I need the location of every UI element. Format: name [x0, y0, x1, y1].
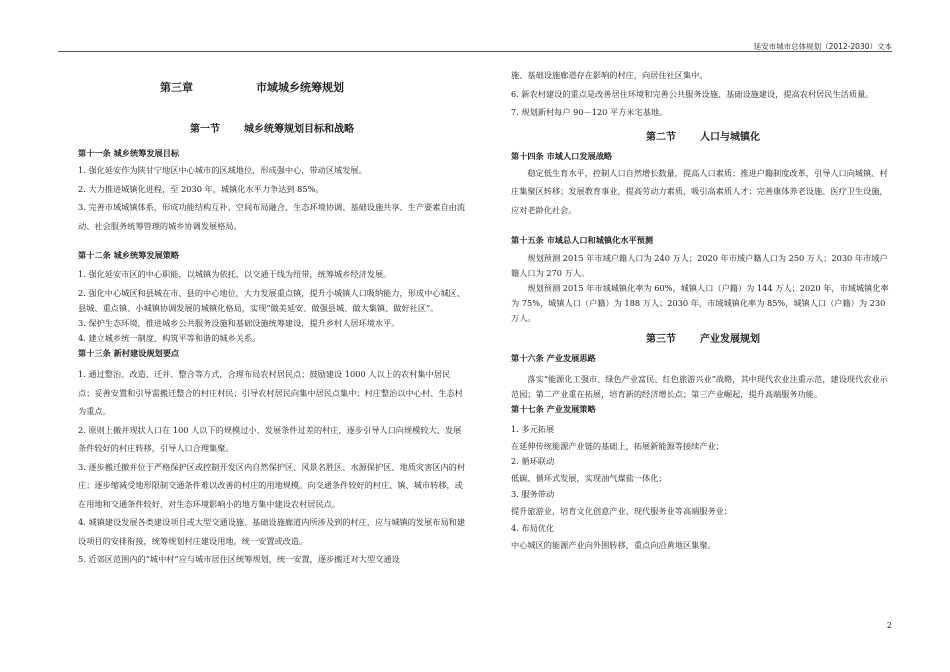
section-heading-1	[78, 122, 466, 138]
article-12-item: 4. 建立城乡统一制度，构筑平等和谐的城乡关系。	[78, 333, 261, 343]
article-12-item: 2. 强化中心城区和县城在市、县的中心地位，大力发展重点镇，提升小城镇人口吸纳能力，形成中心城区、县城、重点镇、小城镇协调发展的城镇化格局，实现“做美延安、做强县城、做大集镇、做好社区”。	[78, 288, 466, 313]
article-17-text: 在延伸传统能源产业链的基础上，拓展新能源等接续产业；	[511, 440, 724, 451]
article-12-item: 3. 保护生态环境，推进城乡公共服务设施和基础设施统筹建设，提升乡村人居环境水平。	[78, 318, 400, 328]
article-15-text: 规划预测 2015 年市域城镇化率为 60%，城镇人口（户籍）为 144 万人；2020 年，市域城镇化率为 75%，城镇人口（户籍）为 188 万人；2030 年，市域城镇化率为 85%，城镇人口（户籍）为 230 万人。	[511, 283, 889, 323]
article-11-item: 3. 完善市域城镇体系，形成功能结构互补、空间布局融合、生态环境协调、基础设施共享、生产要素自由流动、社会服务统筹管理的城乡协调发展格局。	[78, 202, 466, 231]
article-13-item: 1. 通过整治、改造、迁并、整合等方式，合理布局农村居民点；鼓励建设 1000 人以上的农村集中居民点；妥善安置和引导需搬迁整合的村庄村民；引导农村居民向集中居民点集中；村庄整治以中心村、生态村为重点。	[78, 369, 463, 416]
article-13-item: 2. 原则上撤并现状人口在 100 人以下的规模过小、发展条件过差的村庄，逐步引导人口向规模较大、发展条件较好的村庄转移，引导人口合理集聚。	[78, 424, 462, 453]
right-column	[511, 66, 895, 554]
chapter-number: 第三章	[160, 81, 193, 94]
article-14-heading: 第十四条 市域人口发展战略	[511, 150, 613, 161]
article-11-heading: 第十一条 城乡统筹发展目标	[78, 148, 180, 158]
header-divider	[58, 51, 892, 52]
article-13-item: 3. 逐步搬迁撤并位于严格保护区或控制开发区内自然保护区、风景名胜区、水源保护区、地质灾害区内的村庄；逐步缩减受地形限制交通条件难以改善的村庄的用地规模。向交通条件较好的村庄、镇、城市转移，或在用地和交通条件较好、对生态环境影响小的地方集中建设农村居民点。	[78, 461, 466, 509]
article-16-text: 落实“能源化工强市、绿色产业富民、红色旅游兴业”战略，其中现代农业注重示范，建设现代农业示范园；第二产业重在拓展，培育新的经济增长点；第三产业崛起，提升高端服务功能。	[511, 374, 888, 399]
chapter-heading	[78, 80, 466, 98]
article-17-item: 2. 循环联动	[511, 455, 555, 466]
left-column	[78, 70, 466, 569]
article-17-text: 中心城区的能源产业向外围转移，重点向沿黄地区集聚。	[511, 539, 716, 550]
article-13-item: 5. 近郊区范围内的“城中村”应与城市居住区统筹规划，统一安置，逐步搬迁对大型交通设	[78, 554, 400, 564]
continued-item: 7. 规划新村每户 90－120 平方米宅基地。	[511, 107, 668, 117]
article-13-heading: 第十三条 新村建设规划要点	[78, 348, 180, 358]
section-number: 第一节	[190, 124, 220, 135]
article-11-item: 2. 大力推进城镇化进程，至 2030 年，城镇化水平力争达到 85%。	[78, 183, 324, 194]
section-title: 城乡统筹规划目标和战略	[244, 124, 354, 135]
article-17-item: 3. 服务带动	[511, 489, 555, 499]
article-17-text: 低碳、循环式发展，实现油气煤盐一体化；	[511, 472, 667, 483]
article-17-heading: 第十七条 产业发展策略	[511, 404, 596, 414]
article-15-text: 规划预测 2015 年市域户籍人口为 240 万人；2020 年市域户籍人口为 250 万人；2030 年市域户籍人口为 270 万人。	[511, 253, 888, 278]
continued-item: 6. 新农村建设的重点是改善居住环境和完善公共服务设施、基础设施建设，提高农村居民生活质量。	[511, 88, 874, 99]
article-16-heading: 第十六条 产业发展思路	[511, 353, 596, 363]
section-title: 产业发展规划	[700, 334, 760, 345]
article-15-heading: 第十五条 市域总人口和城镇化水平预测	[511, 235, 654, 245]
section-heading-2	[511, 130, 895, 146]
article-13-item: 4. 城镇建设发展各类建设项目或大型交通设施、基础设施廊道内所涉及到的村庄，应与城镇的发展布局和建设项目的安排衔接，统筹规划村庄建设用地，统一安置或改造。	[78, 517, 466, 546]
section-number: 第三节	[646, 334, 676, 345]
article-12-item: 1. 强化延安市区的中心职能，以城镇为依托，以交通干线为纽带，统筹城乡经济发展。	[78, 269, 392, 279]
section-heading-3	[511, 332, 895, 348]
continued-text: 施、基础设施廊道存在影响的村庄，向居住社区集中。	[511, 70, 708, 80]
article-14-text: 稳定低生育水平，控制人口自然增长数量，提高人口素质；推进户籍制度改革，引导人口向城镇、村庄集聚区转移；发展教育事业，提高劳动力素质，吸引高素质人才；完善康体养老设施、医疗卫生设施，应对老龄化社会。	[511, 167, 888, 215]
article-12-heading: 第十二条 城乡统筹发展策略	[78, 250, 180, 260]
article-11-item: 1. 强化延安作为陕甘宁地区中心城市的区域地位，形成强中心，带动区域发展。	[78, 165, 367, 175]
section-number: 第二节	[646, 131, 676, 143]
page-number: 2	[886, 621, 892, 630]
article-17-item: 1. 多元拓展	[511, 424, 555, 434]
running-header: 延安市城市总体规划（2012-2030）文本	[753, 42, 892, 51]
section-title: 人口与城镇化	[700, 131, 760, 143]
article-17-item: 4. 布局优化	[511, 522, 555, 533]
article-17-text: 提升旅游业，培育文化创意产业、现代服务业等高端服务业；	[511, 506, 733, 516]
chapter-title: 市域城乡统筹规划	[256, 81, 344, 94]
